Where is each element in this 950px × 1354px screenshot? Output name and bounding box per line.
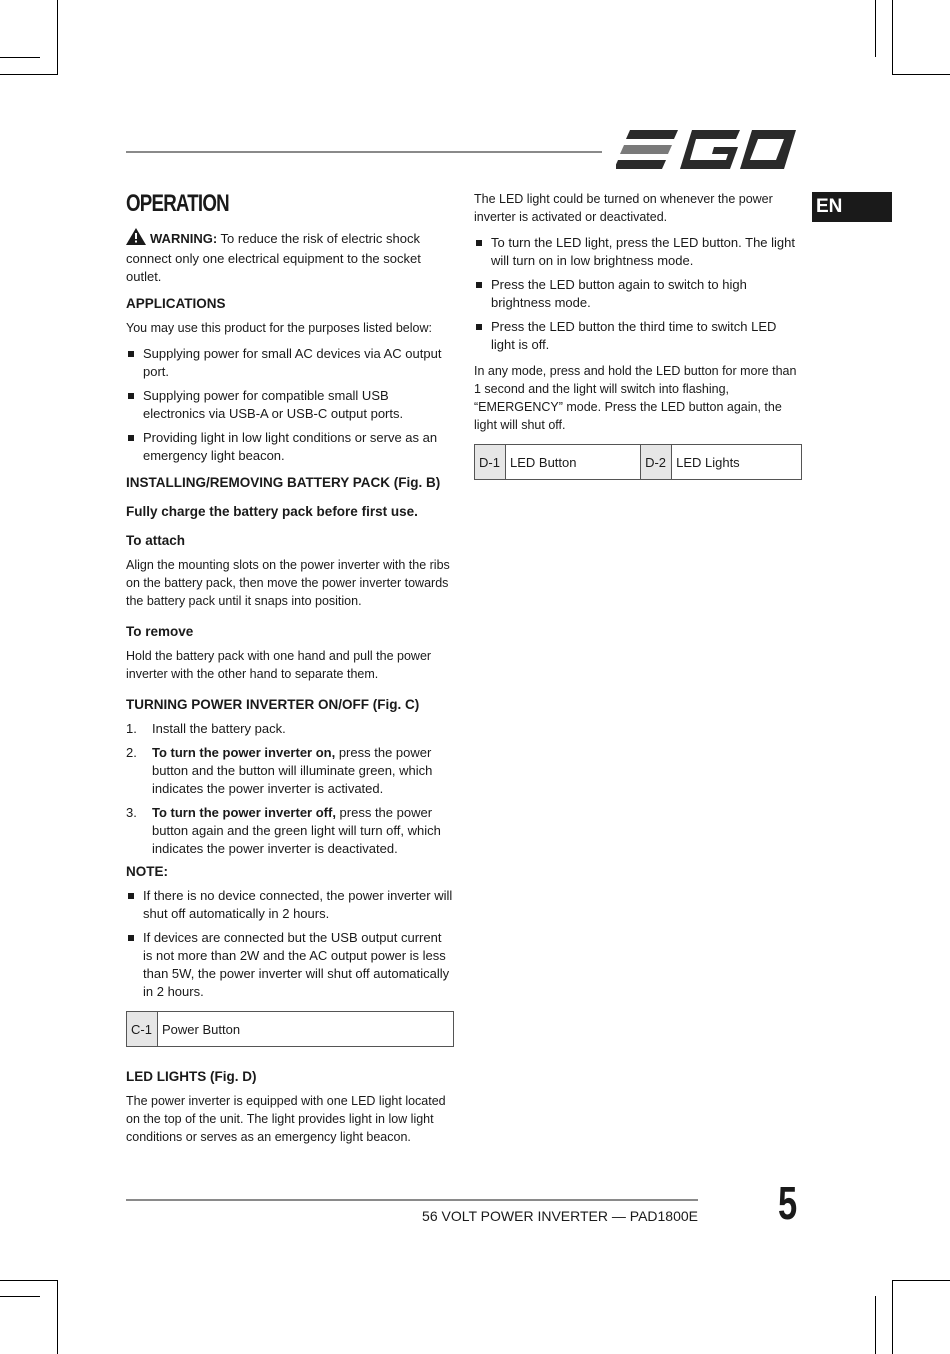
applications-list — [126, 345, 454, 465]
list-item: To turn the LED light, press the LED button. The light will turn on in low brightness mode. — [474, 234, 802, 270]
crop-mark — [875, 1296, 876, 1354]
crop-mark — [875, 0, 876, 57]
list-item: Providing light in low light conditions or serve as an emergency light beacon. — [126, 429, 454, 465]
right-column — [474, 190, 802, 494]
section-title: OPERATION — [126, 190, 229, 217]
footer-rule — [126, 1199, 698, 1201]
led-text: The power inverter is equipped with one LED light located on the top of the unit. The light provides light in low light conditions or serves as an emergency light beacon. — [126, 1094, 446, 1144]
remove-text: Hold the battery pack with one hand and pull the power inverter with the other hand to separate them. — [126, 649, 432, 681]
language-tab: EN — [812, 192, 892, 222]
list-item: If devices are connected but the USB output current is not more than 2W and the AC output power is less than 5W, the power inverter will shut off automatically in 2 hours. — [126, 929, 454, 1001]
attach-text: Align the mounting slots on the power inverter with the ribs on the battery pack, then move the power inverter towards the battery pack until it snaps into position. — [126, 558, 450, 608]
bullet-square-icon — [128, 893, 134, 899]
note-heading: NOTE: — [126, 864, 168, 879]
warning-label: WARNING: — [150, 231, 218, 246]
list-item: Press the LED button the third time to switch LED light is off. — [474, 318, 802, 354]
turning-heading: TURNING POWER INVERTER ON/OFF (Fig. C) — [126, 697, 420, 712]
crop-mark — [0, 57, 40, 58]
table-row — [475, 445, 802, 480]
list-item: Supplying power for compatible small USB electronics via USB-A or USB-C output ports. — [126, 387, 454, 423]
table-cell-code: D-2 — [641, 445, 672, 480]
list-item: Press the LED button again to switch to high brightness mode. — [474, 276, 802, 312]
fig-c-table — [126, 1011, 454, 1047]
fig-d-table — [474, 444, 802, 480]
bullet-square-icon — [476, 282, 482, 288]
table-cell-label: LED Button — [506, 445, 641, 480]
remove-heading: To remove — [126, 624, 194, 639]
table-cell-code: D-1 — [475, 445, 506, 480]
led-intro: The LED light could be turned on whenever the power inverter is activated or deactivated. — [474, 192, 773, 224]
table-cell-label: Power Button — [158, 1012, 454, 1047]
step-item: 3. To turn the power inverter off, press the power button again and the green light will turn off, which indicates the power inverter is deactivated. — [126, 805, 441, 856]
step-item: 2. To turn the power inverter on, press the power button and the button will illuminate green, which indicates the power inverter is activated. — [126, 745, 433, 796]
crop-mark — [57, 1280, 58, 1354]
crop-mark — [57, 0, 58, 74]
crop-mark — [892, 74, 950, 75]
crop-mark — [892, 1280, 950, 1281]
warning-text: To reduce the risk of electric shock connect only one electrical equipment to the socket outlet. — [126, 231, 421, 284]
left-column — [126, 190, 454, 1154]
bullet-square-icon — [128, 935, 134, 941]
bullet-square-icon — [476, 240, 482, 246]
bullet-square-icon — [476, 324, 482, 330]
crop-mark — [0, 1296, 40, 1297]
crop-mark — [892, 1280, 893, 1354]
step-item: 1. Install the battery pack. — [126, 721, 286, 736]
applications-intro: You may use this product for the purposes listed below: — [126, 321, 432, 335]
header-rule — [126, 151, 602, 153]
table-cell-label: LED Lights — [672, 445, 802, 480]
bullet-square-icon — [128, 351, 134, 357]
notes-list — [126, 887, 454, 1001]
bullet-square-icon — [128, 435, 134, 441]
page-number: 5 — [778, 1177, 798, 1229]
install-heading: INSTALLING/REMOVING BATTERY PACK (Fig. B) — [126, 475, 441, 490]
steps-list — [126, 720, 454, 858]
crop-mark — [892, 0, 893, 74]
warning-paragraph — [126, 228, 454, 286]
applications-heading: APPLICATIONS — [126, 296, 226, 311]
crop-mark — [0, 74, 58, 75]
list-item: If there is no device connected, the power inverter will shut off automatically in 2 hours. — [126, 887, 454, 923]
ego-logo — [616, 128, 800, 177]
led-modes-list — [474, 234, 802, 354]
emergency-text: In any mode, press and hold the LED button for more than 1 second and the light will switch into flashing, “EMERGENCY” mode. Press the LED button again, the light will shut off. — [474, 364, 797, 432]
attach-heading: To attach — [126, 533, 186, 548]
table-row — [127, 1012, 454, 1047]
bullet-square-icon — [128, 393, 134, 399]
crop-mark — [0, 1280, 58, 1281]
charge-note: Fully charge the battery pack before first use. — [126, 504, 418, 519]
led-heading: LED LIGHTS (Fig. D) — [126, 1069, 257, 1084]
warning-triangle-icon — [126, 228, 146, 250]
list-item: Supplying power for small AC devices via AC output port. — [126, 345, 454, 381]
table-cell-code: C-1 — [127, 1012, 158, 1047]
footer-title: 56 VOLT POWER INVERTER — PAD1800E — [422, 1208, 698, 1224]
